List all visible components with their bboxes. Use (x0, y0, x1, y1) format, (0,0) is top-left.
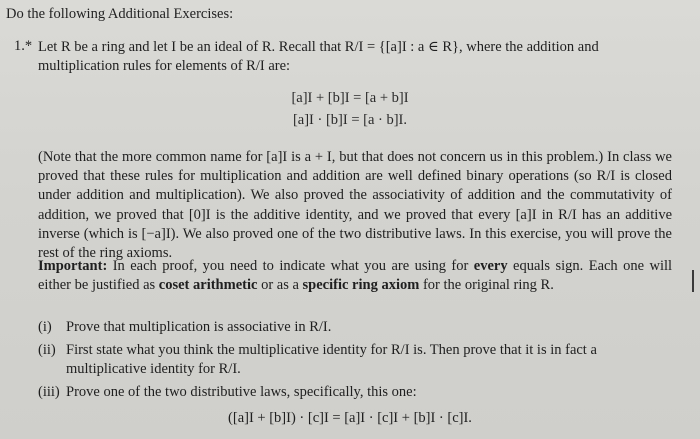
important-text-4: for the original ring R. (422, 277, 554, 294)
important-axiom: specific ring axiom (302, 277, 420, 294)
important-paragraph (38, 257, 672, 295)
important-text-1: In each proof, you need to indicate what you are using for (112, 258, 469, 274)
important-coset: coset arithmetic (158, 277, 258, 294)
list-item (38, 318, 672, 337)
item-text: Prove one of the two distributive laws, specifically, this one: (66, 384, 417, 400)
item-number: (iii) (38, 384, 60, 400)
problem-intro: Let R be a ring and let I be an ideal of R. Recall that R/I = {[a]I : a ∈ R}, where the addition and multiplication rules for elements of R/I are: (38, 39, 599, 74)
page-heading: Do the following Additional Exercises: (6, 6, 234, 22)
distributive-equation: ([a]I + [b]I) · [c]I = [a]I · [c]I + [b]I · [c]I. (228, 410, 472, 426)
important-every: every (473, 258, 508, 274)
important-text-3: or as a (261, 277, 299, 294)
item-text: First state what you think the multiplicative identity for R/I is. Then prove that it is in fact a multiplicative identity for R/I. (66, 342, 597, 377)
problem-number: 1.* (14, 38, 33, 54)
item-text: Prove that multiplication is associative in R/I. (66, 319, 332, 335)
list-item (38, 383, 672, 402)
important-text-2: equals sign. Each one will either be justified as (38, 258, 673, 294)
multiplication-rule: [a]I · [b]I = [a · b]I. (292, 112, 408, 128)
item-list (38, 318, 672, 406)
addition-rule: [a]I + [b]I = [a + b]I (291, 90, 409, 106)
item-number: (i) (38, 319, 52, 335)
note-paragraph: (Note that the more common name for [a]I is a + I, but that does not concern us in this problem.) In class we proved that these rules for multiplication and addition are well defined binary operations (so R/I is closed under addition and multiplication). We also proved the associativity of addition and the commutativity of addition, we proved that [0]I is the additive identity, and we proved that every [a]I in R/I has an additive inverse (which is [−a]I). We also proved one of the two distributive laws. In this exercise, you will prove the rest of the ring axioms. (38, 149, 672, 262)
page-edge-mark (692, 270, 700, 292)
important-label: Important: (38, 258, 108, 274)
list-item (38, 341, 672, 379)
item-number: (ii) (38, 342, 56, 358)
